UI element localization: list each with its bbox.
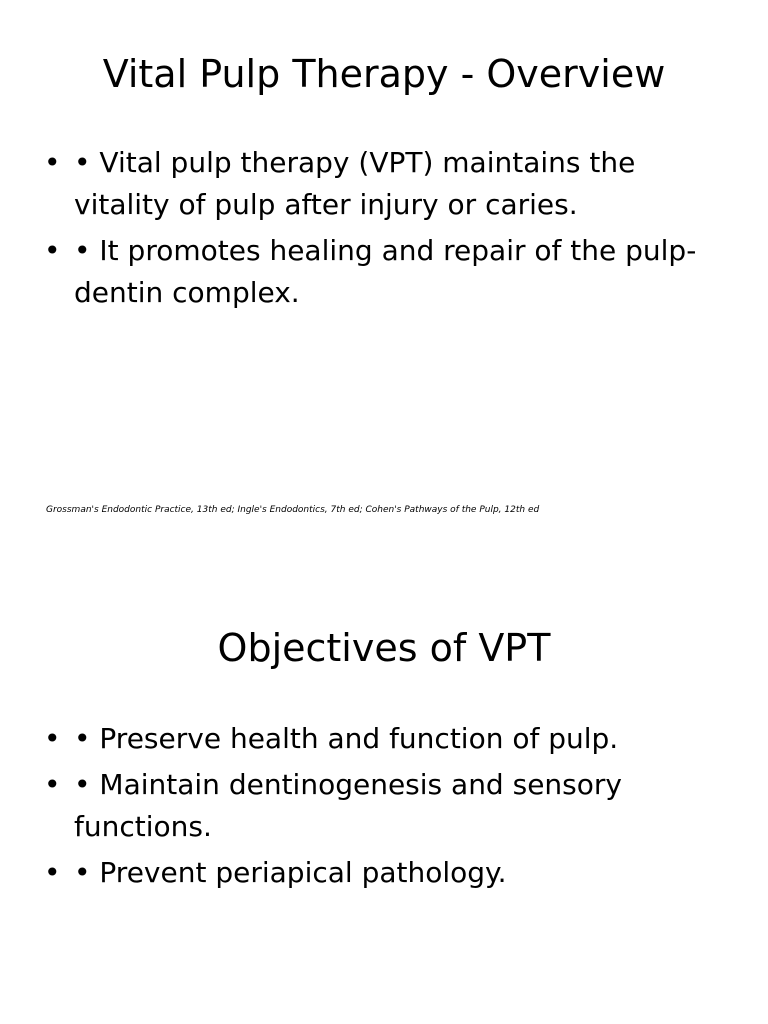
- bullet-list: [44, 718, 724, 898]
- bullet-list: [44, 142, 724, 318]
- bullet-marker: •: [44, 146, 61, 179]
- bullet-marker: •: [44, 234, 61, 267]
- citation: Grossman's Endodontic Practice, 13th ed; Ingle's Endodontics, 7th ed; Cohen's Pathways of the Pulp, 12th ed: [46, 505, 540, 515]
- bullet-text: • Preserve health and function of pulp.: [74, 722, 619, 755]
- bullet-text: • It promotes healing and repair of the pulp-dentin complex.: [74, 234, 697, 309]
- bullet-marker: •: [44, 768, 61, 801]
- list-item: [44, 230, 724, 314]
- bullet-text: • Maintain dentinogenesis and sensory functions.: [74, 768, 622, 843]
- bullet-text: • Vital pulp therapy (VPT) maintains the vitality of pulp after injury or caries.: [74, 146, 636, 221]
- list-item: [44, 718, 724, 760]
- slide-title: Vital Pulp Therapy - Overview: [102, 52, 666, 96]
- bullet-marker: •: [44, 722, 61, 755]
- bullet-marker: •: [44, 856, 61, 889]
- slide-title: Objectives of VPT: [217, 626, 551, 670]
- list-item: [44, 142, 724, 226]
- list-item: [44, 852, 724, 894]
- bullet-text: • Prevent periapical pathology.: [74, 856, 507, 889]
- list-item: [44, 764, 724, 848]
- slide-objectives: [0, 576, 768, 1024]
